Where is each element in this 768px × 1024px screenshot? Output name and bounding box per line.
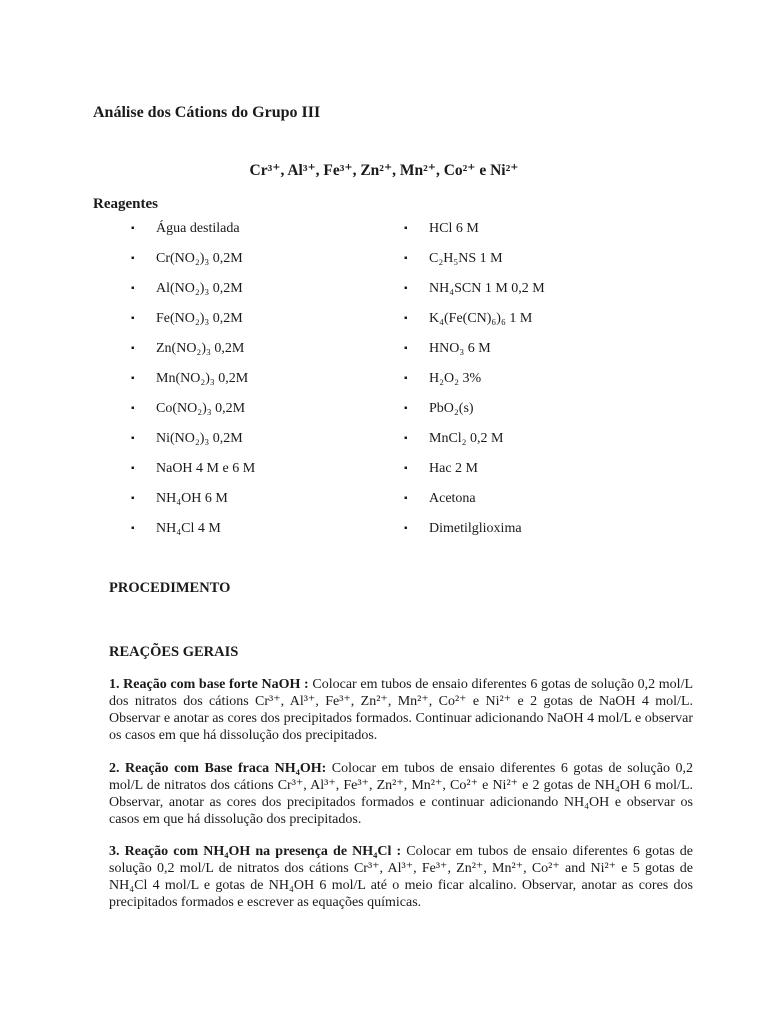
reagents-list-right [404, 218, 545, 548]
reagent-item: ▪ NH₄Cl 4 M [131, 518, 255, 548]
reagent-item: ▪ K₄(Fe(CN)₆)₆ 1 M [404, 308, 545, 338]
bullet-icon: ▪ [404, 493, 408, 504]
reagent-item: ▪ Dimetilglioxima [404, 518, 545, 548]
bullet-icon: ▪ [131, 283, 135, 294]
reaction-text: Colocar em tubos de ensaio diferentes 6 gotas de solução 0,2 mol/L de nitratos dos cátions Cr³⁺, Al³⁺, Fe³⁺, Zn²⁺, Mn²⁺, Co²⁺ and Ni²⁺ e 5 gotas de NH₄Cl 4 mol/L e gotas de NH₄OH 6 mol/L até o meio ficar alcalino. Observar, anotar as cores dos precipitados formados e escrever as equações químicas. [109, 844, 693, 910]
procedure-heading: PROCEDIMENTO [109, 580, 231, 596]
page-title: Análise dos Cátions do Grupo III [93, 104, 321, 121]
bullet-icon: ▪ [131, 403, 135, 414]
bullet-icon: ▪ [131, 373, 135, 384]
reaction-text: Colocar em tubos de ensaio diferentes 6 gotas de solução 0,2 mol/L de nitratos dos cátions Cr³⁺, Al³⁺, Fe³⁺, Zn²⁺, Mn²⁺, Co²⁺ e Ni²⁺ e 2 gotas de NH₄OH 6 mol/L. Observar, anotar as cores dos precipitados formados e continuar adicionando NH₄OH e observar os casos em que há dissolução dos precipitados. [109, 761, 693, 827]
cation-list: Cr³⁺, Al³⁺, Fe³⁺, Zn²⁺, Mn²⁺, Co²⁺ e Ni²⁺ [249, 162, 519, 179]
reagent-item: ▪ Co(NO₂)₃ 0,2M [131, 398, 255, 428]
reagent-item: ▪ Água destilada [131, 218, 255, 248]
reaction-text: Colocar em tubos de ensaio diferentes 6 gotas de solução 0,2 mol/L dos nitratos dos cátions Cr³⁺, Al³⁺, Fe³⁺, Zn²⁺, Mn²⁺, Co²⁺ e Ni²⁺ e 2 gotas de NaOH 4 mol/L. Observar e anotar as cores dos precipitados formados. Continuar adicionando NaOH 4 mol/L e observar os casos em que há dissolução dos precipitados. [109, 677, 694, 743]
reaction-paragraph-3 [109, 843, 693, 911]
reagent-item: ▪ Cr(NO₂)₃ 0,2M [131, 248, 255, 278]
reagent-item: ▪ C₂H₅NS 1 M [404, 248, 545, 278]
reagent-item: ▪ NaOH 4 M e 6 M [131, 458, 255, 488]
reagent-item: ▪ Acetona [404, 488, 545, 518]
reagent-item: ▪ MnCl₂ 0,2 M [404, 428, 545, 458]
reagents-heading: Reagentes [93, 196, 158, 212]
reagent-item: ▪ Al(NO₂)₃ 0,2M [131, 278, 255, 308]
reagent-item: ▪ HNO₃ 6 M [404, 338, 545, 368]
reagent-item: ▪ Ni(NO₂)₃ 0,2M [131, 428, 255, 458]
bullet-icon: ▪ [404, 313, 408, 324]
bullet-icon: ▪ [404, 403, 408, 414]
bullet-icon: ▪ [131, 433, 135, 444]
reagent-item: ▪ NH₄SCN 1 M 0,2 M [404, 278, 545, 308]
reaction-paragraph-1 [109, 676, 693, 744]
reagent-item: ▪ NH₄OH 6 M [131, 488, 255, 518]
bullet-icon: ▪ [404, 523, 408, 534]
bullet-icon: ▪ [404, 223, 408, 234]
reagent-item: ▪ Zn(NO₂)₃ 0,2M [131, 338, 255, 368]
bullet-icon: ▪ [131, 523, 135, 534]
reaction-heading: 3. Reação com NH₄OH na presença de NH₄Cl : [109, 844, 402, 859]
reaction-heading: 1. Reação com base forte NaOH : [109, 677, 309, 692]
bullet-icon: ▪ [131, 253, 135, 264]
bullet-icon: ▪ [131, 343, 135, 354]
bullet-icon: ▪ [404, 373, 408, 384]
reagent-item: ▪ Hac 2 M [404, 458, 545, 488]
reaction-paragraph-2 [109, 760, 693, 828]
bullet-icon: ▪ [131, 223, 135, 234]
reagent-item: ▪ HCl 6 M [404, 218, 545, 248]
bullet-icon: ▪ [131, 493, 135, 504]
reagent-item: ▪ Fe(NO₂)₃ 0,2M [131, 308, 255, 338]
bullet-icon: ▪ [404, 253, 408, 264]
bullet-icon: ▪ [404, 463, 408, 474]
bullet-icon: ▪ [404, 343, 408, 354]
reagents-list-left [131, 218, 255, 548]
reagent-item: ▪ PbO₂(s) [404, 398, 545, 428]
bullet-icon: ▪ [131, 463, 135, 474]
bullet-icon: ▪ [131, 313, 135, 324]
bullet-icon: ▪ [404, 433, 408, 444]
bullet-icon: ▪ [404, 283, 408, 294]
reagent-item: ▪ Mn(NO₂)₃ 0,2M [131, 368, 255, 398]
reaction-heading: 2. Reação com Base fraca NH₄OH: [109, 761, 327, 776]
reagent-item: ▪ H₂O₂ 3% [404, 368, 545, 398]
general-reactions-heading: REAÇÕES GERAIS [109, 644, 239, 660]
